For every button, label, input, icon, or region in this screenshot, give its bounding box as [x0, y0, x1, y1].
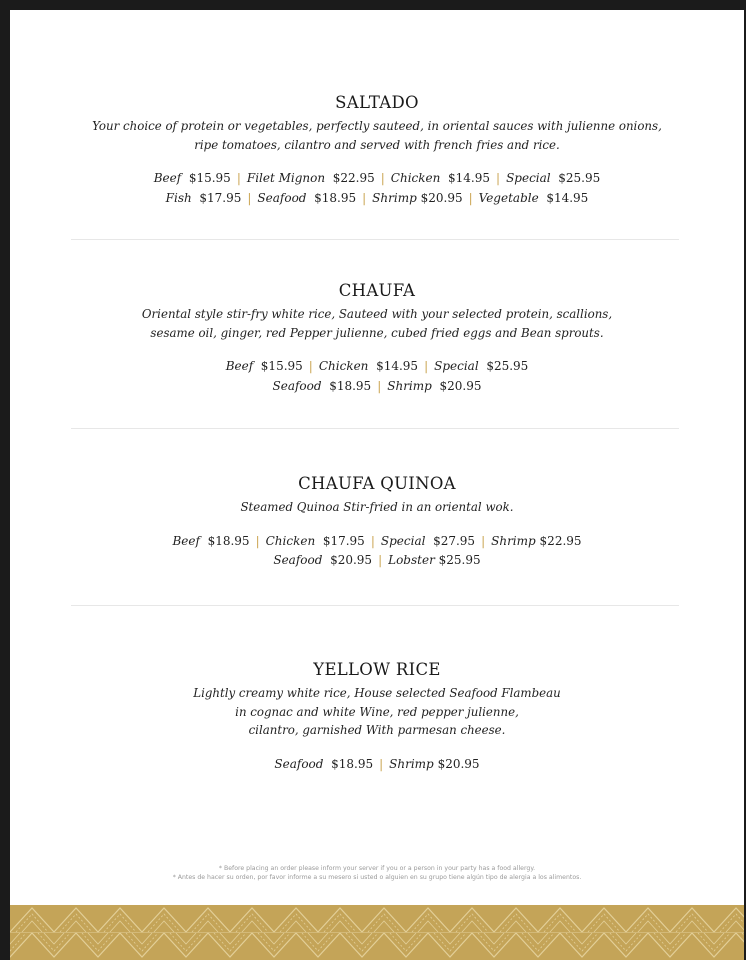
- separator: |: [424, 359, 429, 373]
- price-line: [10, 532, 744, 552]
- section-divider: [71, 605, 679, 606]
- separator: |: [377, 378, 382, 393]
- price-item: Chicken $14.95: [318, 359, 419, 373]
- separator: |: [468, 190, 473, 205]
- separator: |: [370, 533, 375, 548]
- section-description: Steamed Quinoa Stir-fried in an oriental wok.: [240, 500, 514, 514]
- price-item: Shrimp $20.95: [387, 378, 482, 393]
- separator: |: [378, 553, 383, 567]
- price-item: Filet Mignon $22.95: [246, 171, 375, 185]
- price-item: Seafood $18.95: [257, 190, 357, 205]
- price-item: Shrimp $20.95: [372, 190, 463, 205]
- section-divider: [71, 239, 679, 240]
- allergy-note-spanish: * Antes de hacer su orden, por favor informe a su mesero si usted o alguien en su grupo tiene algún tipo de alergia a los alimentos.: [172, 874, 582, 881]
- price-list: [10, 755, 744, 775]
- price-item: Beef $18.95: [172, 533, 250, 548]
- section-description: Oriental style stir-fry white rice, Sauteed with your selected protein, scallions, sesame oil, ginger, red Pepper julienne, cubed fried eggs and Bean sprouts.: [141, 307, 613, 340]
- price-line: [10, 357, 744, 377]
- separator: |: [379, 756, 384, 771]
- price-line: [10, 551, 744, 571]
- separator: |: [362, 190, 367, 205]
- separator: |: [255, 533, 260, 548]
- price-item: Seafood $18.95: [274, 756, 374, 771]
- price-list: [10, 532, 744, 571]
- price-item: Special $25.95: [434, 359, 529, 373]
- separator: |: [247, 190, 252, 205]
- price-item: Special $25.95: [506, 171, 601, 185]
- price-item: Beef $15.95: [153, 171, 231, 185]
- price-line: [10, 755, 744, 775]
- menu-section-chaufa-quinoa: [10, 473, 744, 571]
- price-item: Seafood $20.95: [273, 553, 373, 567]
- price-item: Beef $15.95: [225, 359, 303, 373]
- price-line: [10, 189, 744, 209]
- decorative-pattern-band: [10, 905, 744, 960]
- section-title: YELLOW RICE: [313, 660, 441, 679]
- section-description: Lightly creamy white rice, House selected Seafood Flambeau in cognac and white Wine, red pepper julienne, cilantro, garnished With parmesan cheese.: [193, 686, 561, 737]
- price-item: Lobster $25.95: [388, 553, 481, 567]
- section-divider: [71, 428, 679, 429]
- separator: |: [481, 533, 486, 548]
- price-line: [10, 169, 744, 189]
- price-item: Seafood $18.95: [272, 378, 372, 393]
- separator: |: [496, 171, 501, 185]
- price-item: Fish $17.95: [165, 190, 242, 205]
- separator: |: [236, 171, 241, 185]
- menu-section-yellow-rice: [10, 659, 744, 774]
- price-list: [10, 169, 744, 208]
- price-item: Vegetable $14.95: [478, 190, 589, 205]
- menu-section-saltado: [10, 92, 744, 208]
- menu-section-chaufa: [10, 280, 744, 396]
- allergy-note-english: * Before placing an order please inform your server if you or a person in your party has a food allergy.: [218, 865, 536, 872]
- price-item: Chicken $14.95: [390, 171, 491, 185]
- price-item: Shrimp $22.95: [491, 533, 582, 548]
- separator: |: [380, 171, 385, 185]
- section-title: CHAUFA: [338, 281, 416, 300]
- section-description: Your choice of protein or vegetables, perfectly sauteed, in oriental sauces with julienne onions, ripe tomatoes, cilantro and served with french fries and rice.: [92, 119, 662, 152]
- menu-page: [10, 10, 744, 960]
- separator: |: [308, 359, 313, 373]
- section-title: CHAUFA QUINOA: [298, 474, 456, 493]
- price-line: [10, 377, 744, 397]
- price-list: [10, 357, 744, 396]
- price-item: Shrimp $20.95: [389, 756, 480, 771]
- section-title: SALTADO: [335, 93, 419, 112]
- price-item: Special $27.95: [380, 533, 476, 548]
- price-item: Chicken $17.95: [265, 533, 365, 548]
